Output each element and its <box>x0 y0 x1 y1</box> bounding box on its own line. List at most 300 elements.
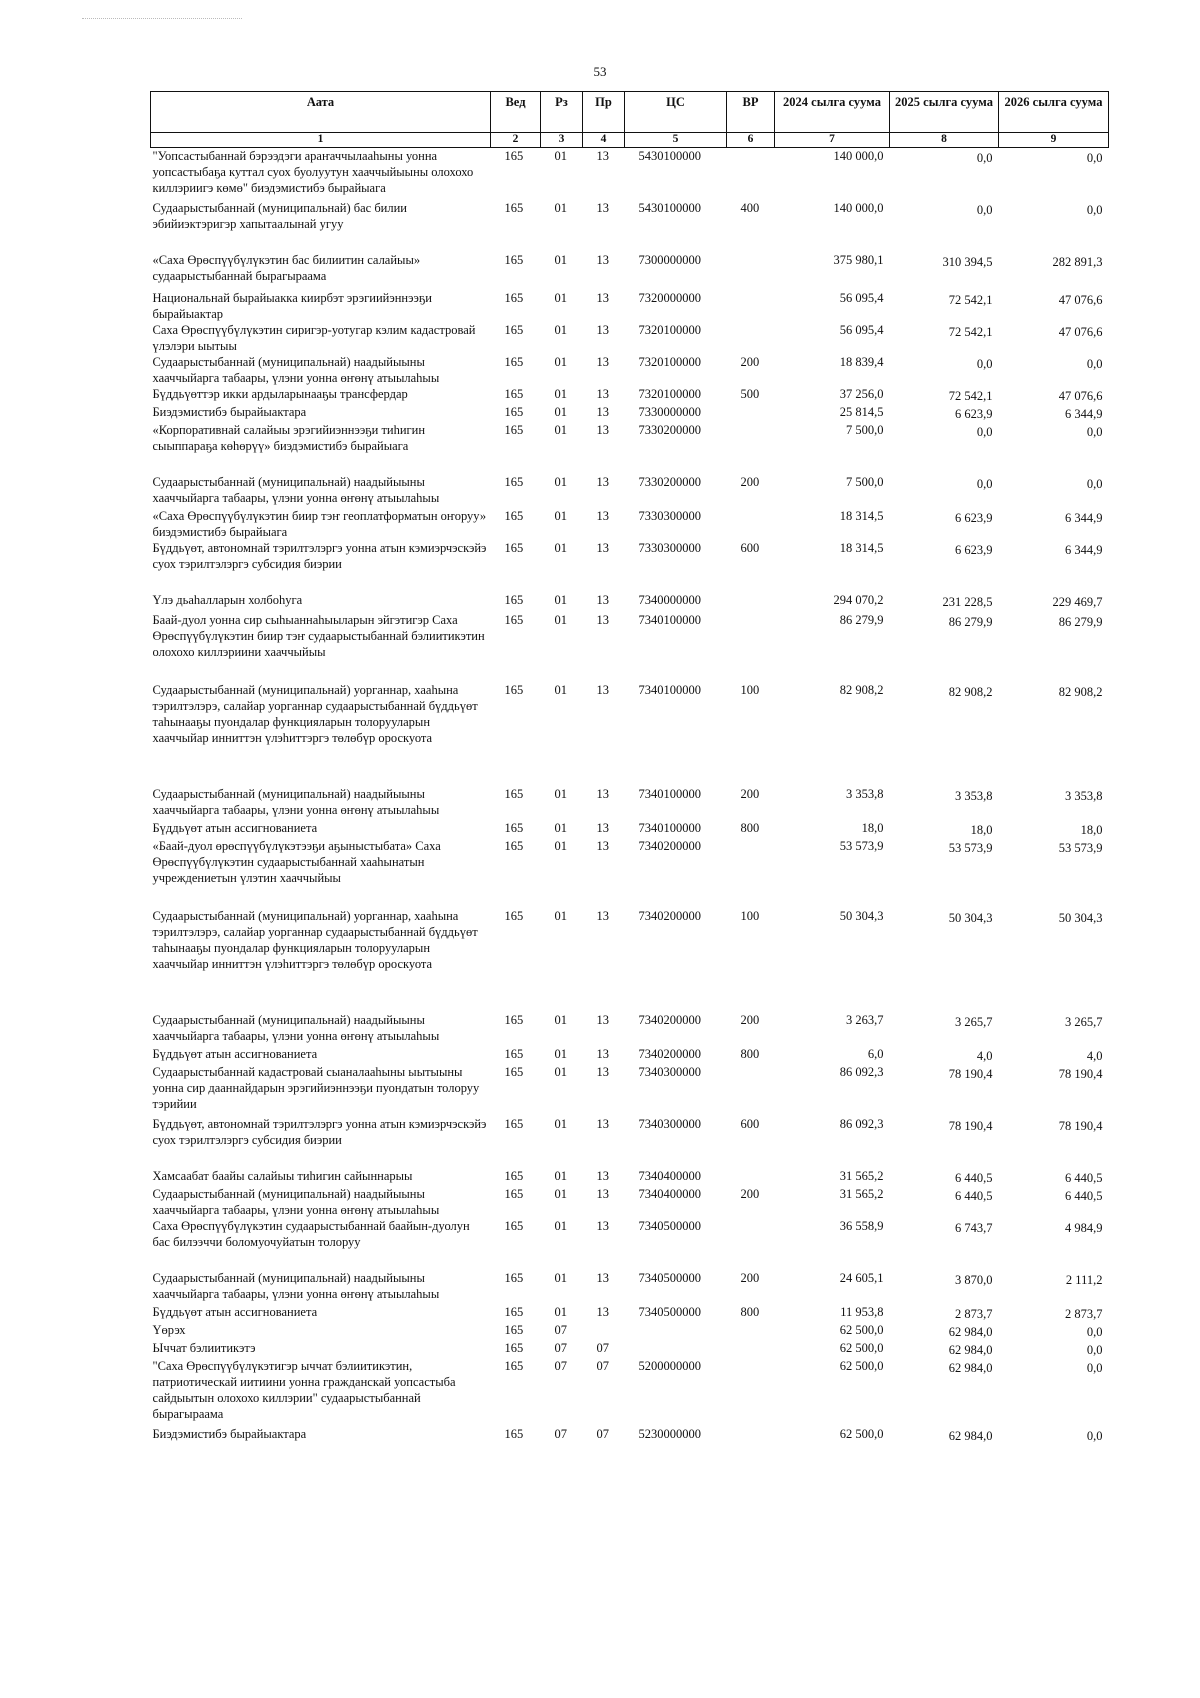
cell-rz: 01 <box>554 1012 567 1027</box>
cell-rz: 07 <box>554 1340 567 1355</box>
cell-y2024: 3 263,7 <box>846 1012 884 1027</box>
column-number-row <box>151 133 1109 148</box>
cell-y2025: 3 870,0 <box>955 1272 993 1287</box>
cell-cs: 7330300000 <box>638 508 701 523</box>
cell-y2026: 3 353,8 <box>1065 788 1103 803</box>
scan-artifact <box>82 18 242 21</box>
table-row <box>151 786 1109 820</box>
cell-vr <box>727 422 775 474</box>
header-row <box>151 92 1109 133</box>
cell-y2026: 229 469,7 <box>1052 594 1103 609</box>
cell-y2026: 47 076,6 <box>1058 324 1103 339</box>
cell-name: Биэдэмистибэ бырайыактара <box>152 1426 307 1441</box>
table-row <box>151 1012 1109 1046</box>
cell-y2024: 37 256,0 <box>839 386 884 401</box>
cell-y2024: 294 070,2 <box>833 592 884 607</box>
cell-y2026: 2 111,2 <box>1065 1272 1103 1287</box>
table-row <box>151 612 1109 682</box>
cell-y2024: 62 500,0 <box>839 1358 884 1373</box>
cell-y2024: 375 980,1 <box>833 252 884 267</box>
col-header-vr: ВР <box>727 92 775 133</box>
cell-y2026: 53 573,9 <box>1058 840 1103 855</box>
cell-y2026: 6 440,5 <box>1065 1188 1103 1203</box>
cell-y2024: 31 565,2 <box>839 1168 884 1183</box>
cell-name: Судаарыстыбаннай кадастровай сыаналааһыны ыытыыны уонна сир дааннайдарын эрэгийиэннээҕи пуондатын толоруу тэрийии <box>152 1064 480 1111</box>
cell-name: Судаарыстыбаннай (муниципальнай) наадыйыыны хааччыйарга табаары, үлэни уонна өҥөнү атыылаһыы <box>152 1012 440 1043</box>
cell-name: Судаарыстыбаннай (муниципальнай) бас билии эбийиэктэригэр хапытаалынай угуу <box>152 200 407 231</box>
cell-cs: 7320100000 <box>638 354 701 369</box>
cell-rz: 01 <box>554 1116 567 1131</box>
cell-pr: 13 <box>596 908 609 923</box>
cell-pr: 13 <box>596 1304 609 1319</box>
cell-pr: 13 <box>596 592 609 607</box>
cell-rz: 01 <box>554 820 567 835</box>
cell-pr <box>583 1322 625 1340</box>
cell-rz: 01 <box>554 908 567 923</box>
cell-vr <box>727 148 775 200</box>
cell-y2024: 56 095,4 <box>839 290 884 305</box>
cell-pr: 13 <box>596 1186 609 1201</box>
cell-rz: 01 <box>554 404 567 419</box>
col-number: 6 <box>727 133 775 148</box>
table-row <box>151 838 1109 908</box>
cell-y2025: 2 873,7 <box>955 1306 993 1321</box>
cell-name: Хамсаабат баайы салайыы тиһигин сайыннарыы <box>152 1168 413 1183</box>
cell-y2025: 4,0 <box>976 1048 993 1063</box>
cell-pr: 13 <box>596 474 609 489</box>
cell-cs: 7340400000 <box>638 1186 701 1201</box>
cell-rz: 01 <box>554 682 567 697</box>
cell-y2026: 0,0 <box>1086 1360 1103 1375</box>
cell-y2025: 6 623,9 <box>955 542 993 557</box>
cell-y2024: 7 500,0 <box>846 422 884 437</box>
cell-ved: 165 <box>504 612 524 627</box>
cell-name: "Саха Өрөспүүбүлүкэтигэр ыччат бэлиитикэтин, патриотическай иитиини уонна гражданскай уопсастыба сайдыытын олохохо киллэрии" судаарыстыбаннай бырагыраама <box>152 1358 456 1421</box>
cell-pr: 07 <box>596 1358 609 1373</box>
cell-y2025: 310 394,5 <box>942 254 993 269</box>
col-number: 7 <box>775 133 890 148</box>
cell-y2025: 6 623,9 <box>955 406 993 421</box>
cell-vr: 600 <box>740 540 760 555</box>
col-number: 4 <box>583 133 625 148</box>
cell-ved: 165 <box>504 1426 524 1441</box>
cell-ved: 165 <box>504 322 524 337</box>
cell-y2026: 0,0 <box>1086 476 1103 491</box>
cell-rz: 01 <box>554 252 567 267</box>
cell-y2024: 7 500,0 <box>846 474 884 489</box>
cell-vr: 100 <box>740 682 760 697</box>
cell-rz: 01 <box>554 422 567 437</box>
cell-name: Бүддьүөттэр икки ардыларынааҕы трансфердар <box>152 386 408 401</box>
cell-rz: 01 <box>554 290 567 305</box>
cell-ved: 165 <box>504 1186 524 1201</box>
cell-name: «Корпоративнай салайыы эрэгийиэннээҕи тиһигин сыыппараҕа көһөрүү» биэдэмистибэ бырайыага <box>152 422 426 453</box>
cell-rz: 01 <box>554 786 567 801</box>
col-header-pr: Пр <box>583 92 625 133</box>
cell-y2026: 6 344,9 <box>1065 542 1103 557</box>
cell-name: Үөрэх <box>152 1322 186 1337</box>
cell-y2026: 6 344,9 <box>1065 510 1103 525</box>
cell-cs: 7340500000 <box>638 1270 701 1285</box>
col-number: 8 <box>890 133 999 148</box>
cell-y2026: 4,0 <box>1086 1048 1103 1063</box>
cell-name: Бүддьүөт, автономнай тэрилтэлэргэ уонна атын кэмиэрчэскэйэ суох тэрилтэлэргэ субсидия биэрии <box>152 540 487 571</box>
col-header-cs: ЦС <box>625 92 727 133</box>
cell-rz: 07 <box>554 1358 567 1373</box>
cell-vr: 400 <box>740 200 760 215</box>
cell-name: Баай-дуол уонна сир сыһыаннаһыыларын эйгэтигэр Саха Өрөспүүбүлүкэтин биир тэҥ судаарыстыбаннай бэлиитикэтин олохохо киллэриини хааччыйыы <box>152 612 485 659</box>
cell-ved: 165 <box>504 252 524 267</box>
cell-rz: 01 <box>554 474 567 489</box>
page-number: 53 <box>593 64 607 79</box>
cell-pr: 13 <box>596 1270 609 1285</box>
cell-vr: 200 <box>740 354 760 369</box>
cell-cs: 7340300000 <box>638 1064 701 1079</box>
cell-vr <box>727 1426 775 1444</box>
table-row <box>151 1186 1109 1218</box>
table-row <box>151 1340 1109 1358</box>
col-number: 1 <box>151 133 491 148</box>
cell-pr: 13 <box>596 838 609 853</box>
cell-y2026: 0,0 <box>1086 424 1103 439</box>
col-number: 9 <box>999 133 1109 148</box>
cell-ved: 165 <box>504 540 524 555</box>
cell-vr: 200 <box>740 1186 760 1201</box>
cell-y2025: 62 984,0 <box>948 1324 993 1339</box>
cell-rz: 01 <box>554 1064 567 1079</box>
cell-pr: 13 <box>596 1168 609 1183</box>
cell-pr: 13 <box>596 200 609 215</box>
col-number: 2 <box>491 133 541 148</box>
table-row <box>151 1046 1109 1064</box>
cell-name: Бүддьүөт, автономнай тэрилтэлэргэ уонна атын кэмиэрчэскэйэ суох тэрилтэлэргэ субсидия биэрии <box>152 1116 487 1147</box>
cell-y2024: 62 500,0 <box>839 1340 884 1355</box>
cell-ved: 165 <box>504 1358 524 1373</box>
cell-rz: 01 <box>554 1304 567 1319</box>
cell-rz: 01 <box>554 612 567 627</box>
table-row <box>151 1304 1109 1322</box>
cell-cs: 7340100000 <box>638 820 701 835</box>
cell-y2024: 140 000,0 <box>833 200 884 215</box>
cell-ved: 165 <box>504 290 524 305</box>
cell-cs: 7340200000 <box>638 838 701 853</box>
cell-pr: 13 <box>596 252 609 267</box>
col-number: 3 <box>541 133 583 148</box>
cell-vr: 500 <box>740 386 760 401</box>
cell-vr: 200 <box>740 1270 760 1285</box>
cell-y2026: 0,0 <box>1086 356 1103 371</box>
cell-y2024: 3 353,8 <box>846 786 884 801</box>
cell-ved: 165 <box>504 1064 524 1079</box>
cell-y2026: 282 891,3 <box>1052 254 1103 269</box>
cell-y2025: 62 984,0 <box>948 1342 993 1357</box>
cell-ved: 165 <box>504 1218 524 1233</box>
cell-cs: 7340200000 <box>638 908 701 923</box>
table-row <box>151 1116 1109 1168</box>
cell-pr: 07 <box>596 1426 609 1441</box>
cell-name: «Баай-дуол өрөспүүбүлүкэтээҕи аҕыныстыбата» Саха Өрөспүүбүлүкэтин судаарыстыбаннай хааһынатын учреждениетын үлэтин хааччыйыы <box>152 838 441 885</box>
cell-name: Национальнай бырайыакка киирбэт эрэгиийэннээҕи бырайыактар <box>152 290 432 321</box>
table-row <box>151 682 1109 786</box>
table-row <box>151 508 1109 540</box>
cell-pr: 13 <box>596 1064 609 1079</box>
cell-cs: 5200000000 <box>638 1358 701 1373</box>
cell-ved: 165 <box>504 1116 524 1131</box>
cell-y2026: 0,0 <box>1086 202 1103 217</box>
cell-rz: 01 <box>554 508 567 523</box>
cell-y2025: 6 623,9 <box>955 510 993 525</box>
budget-table <box>150 91 1109 1444</box>
cell-ved: 165 <box>504 1270 524 1285</box>
cell-pr: 13 <box>596 386 609 401</box>
cell-y2024: 18 839,4 <box>839 354 884 369</box>
cell-pr: 13 <box>596 404 609 419</box>
table-row <box>151 290 1109 322</box>
cell-ved: 165 <box>504 786 524 801</box>
cell-vr: 600 <box>740 1116 760 1131</box>
cell-name: Судаарыстыбаннай (муниципальнай) уорганнар, хааһына тэрилтэлэрэ, салайар уорганнар судаарыстыбаннай бүддьүөт таһынааҕы пуондалар функцияларын толорууларын хааччыйар инниттэн үлэһиттэргэ төлөбүр ороскуота <box>152 682 478 745</box>
cell-y2025: 3 353,8 <box>955 788 993 803</box>
cell-pr: 07 <box>596 1340 609 1355</box>
cell-cs: 7330300000 <box>638 540 701 555</box>
cell-y2025: 0,0 <box>976 151 993 165</box>
cell-y2026: 47 076,6 <box>1058 388 1103 403</box>
table-row <box>151 148 1109 200</box>
cell-pr: 13 <box>596 322 609 337</box>
cell-ved: 165 <box>504 1168 524 1183</box>
cell-name: Судаарыстыбаннай (муниципальнай) наадыйыыны хааччыйарга табаары, үлэни уонна өҥөнү атыылаһыы <box>152 354 440 385</box>
cell-y2025: 62 984,0 <box>948 1428 993 1443</box>
cell-rz: 01 <box>554 1046 567 1061</box>
table-row <box>151 404 1109 422</box>
cell-y2026: 78 190,4 <box>1058 1118 1103 1133</box>
table-row <box>151 422 1109 474</box>
cell-cs: 7320000000 <box>638 290 701 305</box>
cell-pr: 13 <box>596 354 609 369</box>
cell-rz: 01 <box>554 592 567 607</box>
cell-cs: 5430100000 <box>638 200 701 215</box>
cell-rz: 01 <box>554 200 567 215</box>
cell-name: «Саха Өрөспүүбүлүкэтин бас билиитин салайыы» судаарыстыбаннай бырагыраама <box>152 252 421 283</box>
cell-y2024: 62 500,0 <box>839 1426 884 1441</box>
cell-cs: 7320100000 <box>638 386 701 401</box>
col-header-2025: 2025 сылга суума <box>890 92 999 133</box>
cell-rz: 01 <box>554 1168 567 1183</box>
cell-y2025: 6 743,7 <box>955 1220 993 1235</box>
cell-y2026: 0,0 <box>1086 151 1103 165</box>
cell-ved: 165 <box>504 908 524 923</box>
cell-vr <box>727 1358 775 1426</box>
cell-name: Ыччат бэлиитикэтэ <box>152 1340 256 1355</box>
cell-y2024: 86 092,3 <box>839 1064 884 1079</box>
cell-y2025: 53 573,9 <box>948 840 993 855</box>
table-row <box>151 1322 1109 1340</box>
cell-pr: 13 <box>596 422 609 437</box>
cell-y2025: 18,0 <box>970 822 993 837</box>
cell-pr: 13 <box>596 508 609 523</box>
cell-y2026: 47 076,6 <box>1058 292 1103 307</box>
cell-pr: 13 <box>596 612 609 627</box>
cell-pr: 13 <box>596 1012 609 1027</box>
cell-cs: 7330000000 <box>638 404 701 419</box>
cell-name: Биэдэмистибэ бырайыактара <box>152 404 307 419</box>
cell-cs: 7340100000 <box>638 612 701 627</box>
cell-y2026: 6 440,5 <box>1065 1170 1103 1185</box>
col-header-2024: 2024 сылга суума <box>775 92 890 133</box>
table-body <box>151 148 1109 1444</box>
cell-y2026: 86 279,9 <box>1058 614 1103 629</box>
cell-name: Судаарыстыбаннай (муниципальнай) уорганнар, хааһына тэрилтэлэрэ, салайар уорганнар судаарыстыбаннай бүддьүөт таһынааҕы пуондалар функцияларын толорууларын хааччыйар инниттэн үлэһиттэргэ төлөбүр ороскуота <box>152 908 478 971</box>
table-row <box>151 1270 1109 1304</box>
cell-y2024: 53 573,9 <box>839 838 884 853</box>
table-row <box>151 474 1109 508</box>
cell-y2026: 3 265,7 <box>1065 1014 1103 1029</box>
cell-y2025: 78 190,4 <box>948 1118 993 1133</box>
cell-cs: 7340200000 <box>638 1046 701 1061</box>
cell-y2026: 2 873,7 <box>1065 1306 1103 1321</box>
cell-name: Бүддьүөт атын ассигнованиета <box>152 820 318 835</box>
table-row <box>151 1064 1109 1116</box>
cell-y2024: 18 314,5 <box>839 540 884 555</box>
table-row <box>151 1426 1109 1444</box>
cell-rz: 07 <box>554 1426 567 1441</box>
table-row <box>151 386 1109 404</box>
cell-pr: 13 <box>596 1218 609 1233</box>
cell-cs: 7300000000 <box>638 252 701 267</box>
cell-vr: 800 <box>740 1304 760 1319</box>
cell-y2024: 56 095,4 <box>839 322 884 337</box>
cell-pr: 13 <box>596 149 609 163</box>
col-header-ved: Вед <box>491 92 541 133</box>
col-header-name: Аата <box>151 92 491 133</box>
table-row <box>151 820 1109 838</box>
cell-y2026: 78 190,4 <box>1058 1066 1103 1081</box>
cell-cs: 7340100000 <box>638 682 701 697</box>
table-row <box>151 908 1109 1012</box>
cell-cs: 7340500000 <box>638 1304 701 1319</box>
cell-ved: 165 <box>504 1046 524 1061</box>
cell-name: Судаарыстыбаннай (муниципальнай) наадыйыыны хааччыйарга табаары, үлэни уонна өҥөнү атыылаһыы <box>152 1270 440 1301</box>
cell-y2025: 0,0 <box>976 356 993 371</box>
table-row <box>151 592 1109 612</box>
cell-pr: 13 <box>596 682 609 697</box>
table-row <box>151 1218 1109 1270</box>
cell-y2025: 0,0 <box>976 476 993 491</box>
cell-name: Саха Өрөспүүбүлүкэтин судаарыстыбаннай баайын-дуолун бас билээччи боломуочуйатын толоруу <box>152 1218 470 1249</box>
cell-y2025: 78 190,4 <box>948 1066 993 1081</box>
cell-y2026: 6 344,9 <box>1065 406 1103 421</box>
cell-rz: 01 <box>554 1270 567 1285</box>
cell-cs: 7340300000 <box>638 1116 701 1131</box>
cell-vr <box>727 1168 775 1186</box>
cell-vr: 200 <box>740 474 760 489</box>
cell-y2025: 86 279,9 <box>948 614 993 629</box>
cell-cs: 5230000000 <box>638 1426 701 1441</box>
cell-vr: 100 <box>740 908 760 923</box>
cell-y2024: 140 000,0 <box>833 149 884 163</box>
cell-cs: 5430100000 <box>638 149 701 163</box>
cell-rz: 07 <box>554 1322 567 1337</box>
cell-ved: 165 <box>504 838 524 853</box>
cell-cs: 7330200000 <box>638 474 701 489</box>
cell-y2026: 18,0 <box>1080 822 1103 837</box>
cell-y2025: 72 542,1 <box>948 292 993 307</box>
table-row <box>151 200 1109 252</box>
cell-ved: 165 <box>504 404 524 419</box>
cell-y2025: 72 542,1 <box>948 388 993 403</box>
cell-ved: 165 <box>504 682 524 697</box>
cell-vr: 800 <box>740 1046 760 1061</box>
cell-y2024: 18 314,5 <box>839 508 884 523</box>
cell-rz: 01 <box>554 322 567 337</box>
cell-pr: 13 <box>596 786 609 801</box>
table-row <box>151 1168 1109 1186</box>
cell-rz: 01 <box>554 1186 567 1201</box>
cell-cs: 7320100000 <box>638 322 701 337</box>
cell-cs: 7340400000 <box>638 1168 701 1183</box>
cell-pr: 13 <box>596 1116 609 1131</box>
cell-y2024: 6,0 <box>867 1046 884 1061</box>
cell-ved: 165 <box>504 1340 524 1355</box>
cell-rz: 01 <box>554 149 567 163</box>
cell-ved: 165 <box>504 149 524 163</box>
cell-y2025: 231 228,5 <box>942 594 993 609</box>
cell-vr <box>727 592 775 612</box>
cell-y2025: 6 440,5 <box>955 1170 993 1185</box>
cell-vr: 200 <box>740 786 760 801</box>
cell-ved: 165 <box>504 386 524 401</box>
cell-name: «Саха Өрөспүүбүлүкэтин биир тэҥ геоплатформатын оҥоруу» биэдэмистибэ бырайыага <box>152 508 487 539</box>
cell-ved: 165 <box>504 474 524 489</box>
cell-cs: 7340500000 <box>638 1218 701 1233</box>
cell-y2024: 62 500,0 <box>839 1322 884 1337</box>
cell-y2025: 0,0 <box>976 424 993 439</box>
cell-vr: 800 <box>740 820 760 835</box>
cell-name: Саха Өрөспүүбүлүкэтин сиригэр-уотугар кэлим кадастровай үлэлэри ыытыы <box>152 322 476 353</box>
cell-name: Судаарыстыбаннай (муниципальнай) наадыйыыны хааччыйарга табаары, үлэни уонна өҥөнү атыылаһыы <box>152 1186 440 1217</box>
cell-vr <box>727 1218 775 1270</box>
cell-vr <box>727 612 775 682</box>
col-header-2026: 2026 сылга суума <box>999 92 1109 133</box>
cell-vr <box>727 322 775 354</box>
cell-y2024: 50 304,3 <box>839 908 884 923</box>
cell-y2026: 82 908,2 <box>1058 684 1103 699</box>
cell-y2024: 36 558,9 <box>839 1218 884 1233</box>
cell-y2024: 86 279,9 <box>839 612 884 627</box>
cell-rz: 01 <box>554 540 567 555</box>
cell-ved: 165 <box>504 1012 524 1027</box>
cell-ved: 165 <box>504 820 524 835</box>
cell-y2024: 31 565,2 <box>839 1186 884 1201</box>
cell-vr: 200 <box>740 1012 760 1027</box>
table-row <box>151 252 1109 290</box>
cell-vr <box>727 1322 775 1340</box>
table-row <box>151 1358 1109 1426</box>
cell-vr <box>727 1064 775 1116</box>
table-row <box>151 354 1109 386</box>
col-header-rz: Рз <box>541 92 583 133</box>
cell-rz: 01 <box>554 354 567 369</box>
cell-y2025: 6 440,5 <box>955 1188 993 1203</box>
cell-cs <box>625 1322 727 1340</box>
cell-y2025: 82 908,2 <box>948 684 993 699</box>
cell-pr: 13 <box>596 290 609 305</box>
cell-y2025: 62 984,0 <box>948 1360 993 1375</box>
cell-name: Судаарыстыбаннай (муниципальнай) наадыйыыны хааччыйарга табаары, үлэни уонна өҥөнү атыылаһыы <box>152 474 440 505</box>
cell-ved: 165 <box>504 592 524 607</box>
cell-ved: 165 <box>504 1322 524 1337</box>
cell-y2025: 72 542,1 <box>948 324 993 339</box>
